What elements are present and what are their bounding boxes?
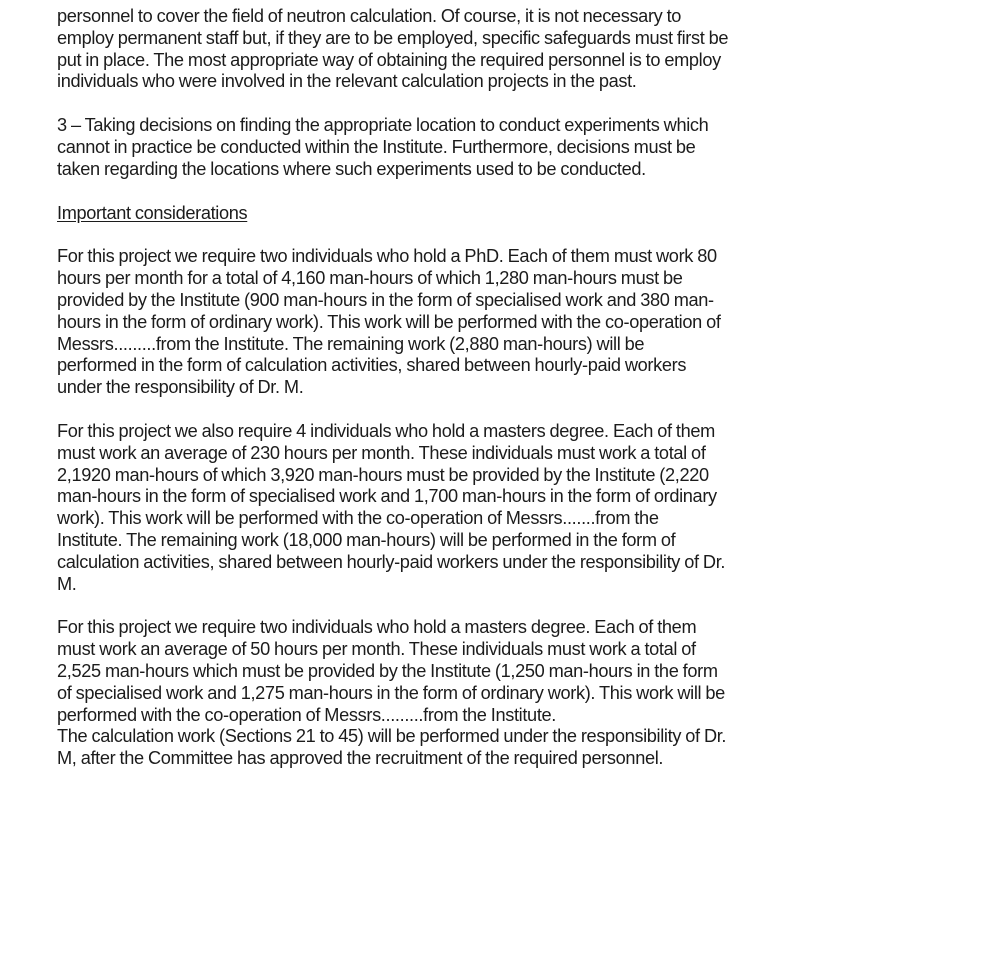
text-line: hours per month for a total of 4,160 man-hours of which 1,280 man-hours must be <box>57 268 683 289</box>
text-line: performed with the co-operation of Messrs.........from the Institute. <box>57 704 556 725</box>
text-line: under the responsibility of Dr. M. <box>57 377 304 398</box>
text-line: M, after the Committee has approved the recruitment of the required personnel. <box>57 748 664 769</box>
text-line: performed in the form of calculation activities, shared between hourly-paid workers <box>57 355 687 376</box>
text-line: For this project we require two individuals who hold a PhD. Each of them must work 80 <box>57 246 717 267</box>
text-line: Messrs.........from the Institute. The remaining work (2,880 man-hours) will be <box>57 333 645 354</box>
text-line: work). This work will be performed with the co-operation of Messrs.......from the <box>57 508 659 529</box>
text-line: man-hours in the form of specialised work and 1,700 man-hours in the form of ordinary <box>57 486 717 507</box>
text-line: must work an average of 50 hours per month. These individuals must work a total of <box>57 639 696 660</box>
text-line: 3 – Taking decisions on finding the appropriate location to conduct experiments which <box>57 115 709 136</box>
paragraph-spacer <box>57 595 982 617</box>
text-line: provided by the Institute (900 man-hours in the form of specialised work and 380 man- <box>57 289 714 310</box>
text-line: cannot in practice be conducted within the Institute. Furthermore, decisions must be <box>57 136 696 157</box>
paragraph-spacer <box>57 93 982 115</box>
text-line: For this project we require two individuals who hold a masters degree. Each of them <box>57 617 697 638</box>
text-line: calculation activities, shared between hourly-paid workers under the responsibility of Dr. <box>57 551 726 572</box>
text-line: of specialised work and 1,275 man-hours in the form of ordinary work). This work will be <box>57 682 725 703</box>
text-line: hours in the form of ordinary work). This work will be performed with the co-operation of <box>57 311 721 332</box>
section-heading: Important considerations <box>57 202 248 223</box>
paragraph-spacer <box>57 224 982 246</box>
text-line: personnel to cover the field of neutron calculation. Of course, it is not necessary to <box>57 6 682 26</box>
text-line: 2,1920 man-hours of which 3,920 man-hours must be provided by the Institute (2,220 <box>57 464 709 485</box>
text-line: M. <box>57 573 77 594</box>
text-line: 2,525 man-hours which must be provided by the Institute (1,250 man-hours in the form <box>57 660 718 681</box>
section-heading-wrapper <box>57 203 982 225</box>
four-masters-paragraph <box>57 421 982 595</box>
text-line: employ permanent staff but, if they are to be employed, specific safeguards must first be <box>57 27 729 48</box>
point-3-paragraph <box>57 115 982 180</box>
text-line: taken regarding the locations where such experiments used to be conducted. <box>57 158 646 179</box>
intro-paragraph <box>57 6 982 93</box>
text-line: must work an average of 230 hours per month. These individuals must work a total of <box>57 442 706 463</box>
paragraph-spacer <box>57 181 982 203</box>
text-line: For this project we also require 4 individuals who hold a masters degree. Each of them <box>57 420 715 441</box>
two-masters-paragraph <box>57 617 982 770</box>
text-line: Institute. The remaining work (18,000 man-hours) will be performed in the form of <box>57 529 676 550</box>
paragraph-spacer <box>57 399 982 421</box>
text-line: put in place. The most appropriate way of obtaining the required personnel is to employ <box>57 49 721 70</box>
document-page <box>57 6 982 770</box>
phd-paragraph <box>57 246 982 399</box>
text-line: The calculation work (Sections 21 to 45) will be performed under the responsibility of Dr. <box>57 726 727 747</box>
text-line: individuals who were involved in the relevant calculation projects in the past. <box>57 71 637 92</box>
